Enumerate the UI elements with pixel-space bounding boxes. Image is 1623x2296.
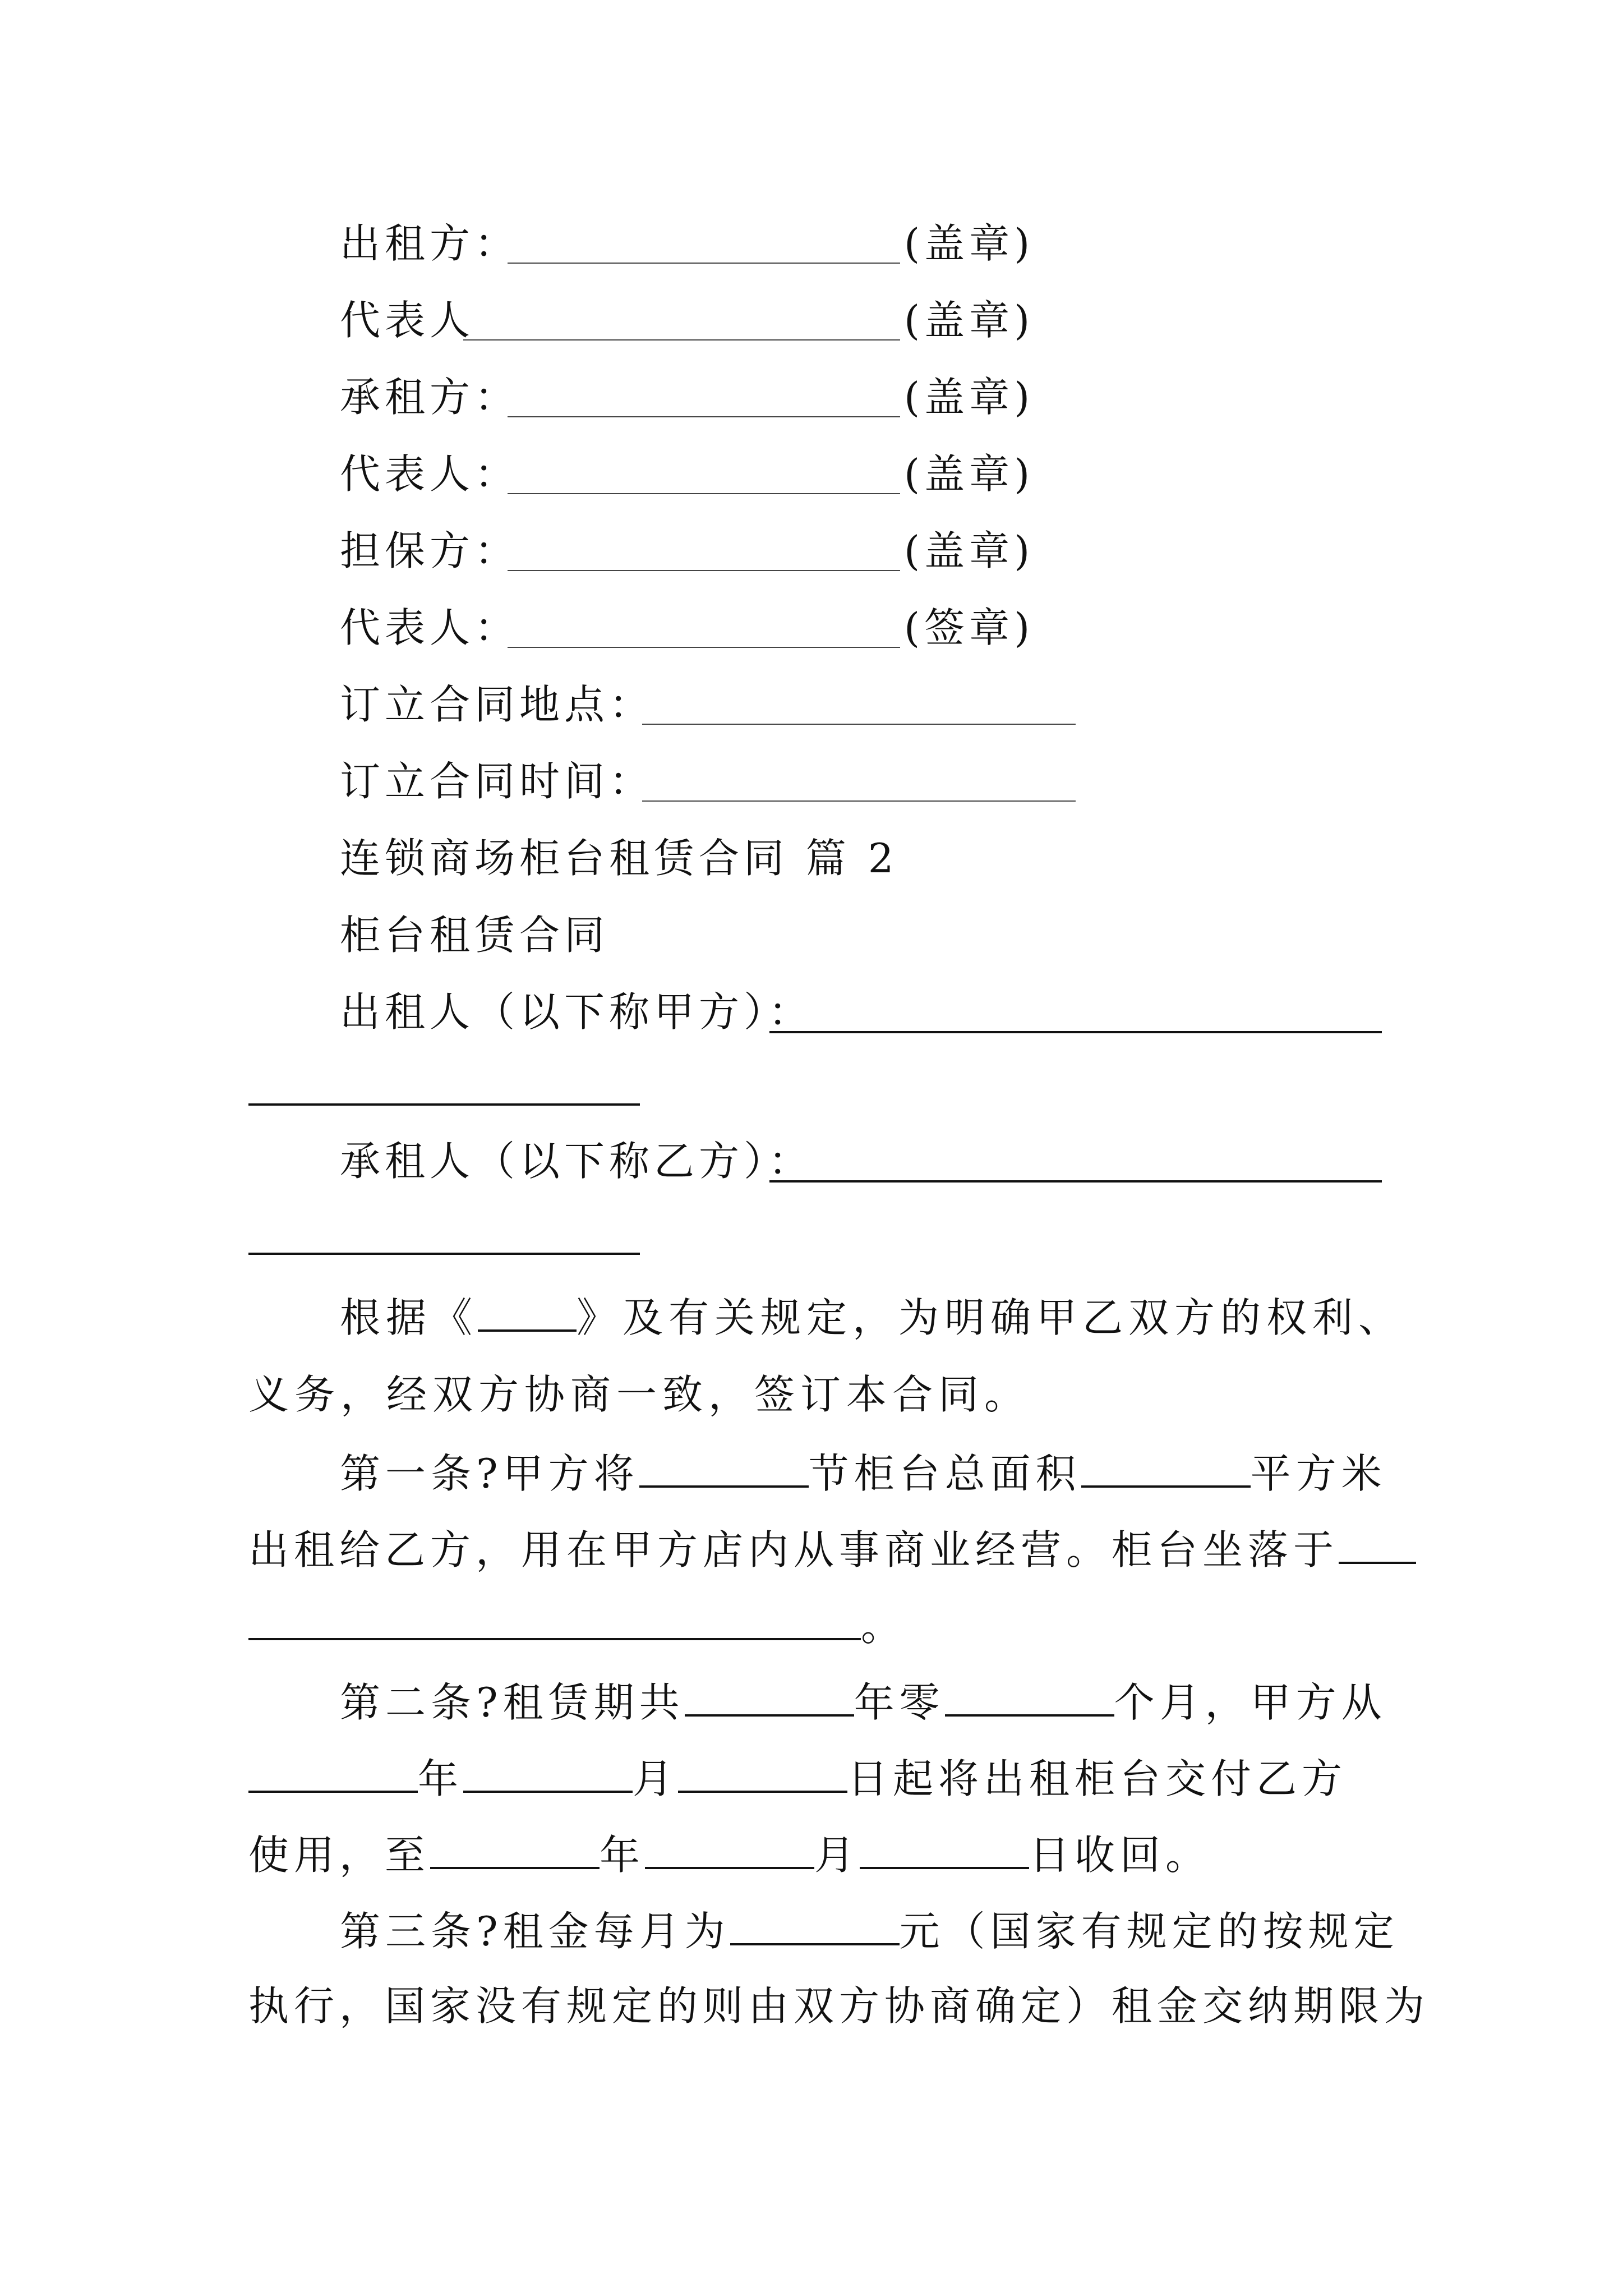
contract-time-label: 订立合同时间： <box>340 758 654 805</box>
article-2-line-2: 年 月 日起将出租柜台交付乙方 <box>248 1757 1347 1799</box>
counter-count-blank[interactable] <box>639 1452 809 1488</box>
lessee-party-blank[interactable] <box>769 1180 1382 1182</box>
contract-place-label: 订立合同地点： <box>340 681 654 728</box>
start-month-blank[interactable] <box>463 1757 633 1793</box>
contract-title: 柜台租赁合同 <box>340 912 610 959</box>
lessor-party-label: 出租人（以下称甲方）： <box>340 988 814 1036</box>
preamble-line-1-start: 根据《 》及有关规定，为明确甲乙双方的权利、 <box>340 1294 1405 1341</box>
lessee-signature-blank[interactable] <box>508 416 900 417</box>
lessor-representative-blank[interactable] <box>463 339 900 341</box>
end-month-blank[interactable] <box>645 1833 814 1869</box>
contract-place-blank[interactable] <box>642 724 1076 725</box>
preamble-line-2: 义务，经双方协商一致，签订本合同。 <box>248 1371 1031 1418</box>
guarantor-signature-blank[interactable] <box>508 570 900 571</box>
article-1-line-2: 出租给乙方，用在甲方店内从事商业经营。柜台坐落于 <box>248 1528 1416 1570</box>
lessee-party-blank-continued[interactable] <box>248 1253 640 1255</box>
lessor-seal-note: (盖章) <box>904 220 1035 267</box>
end-day-blank[interactable] <box>860 1833 1029 1869</box>
lessor-signature-blank[interactable] <box>508 263 900 264</box>
start-day-blank[interactable] <box>678 1757 847 1793</box>
article-2-line-3: 使用，至 年 月 日收回。 <box>248 1832 1211 1879</box>
lessee-seal-note: (盖章) <box>904 374 1035 421</box>
total-area-blank[interactable] <box>1081 1452 1251 1488</box>
lease-months-blank[interactable] <box>945 1681 1114 1717</box>
lessor-signature-label: 出租方： <box>340 220 520 267</box>
article-3-line-2: 执行，国家没有规定的则由双方协商确定）租金交纳期限为 <box>248 1982 1430 2030</box>
lessee-representative-blank[interactable] <box>508 493 900 494</box>
lessor-party-blank[interactable] <box>769 1031 1382 1033</box>
lessee-representative-label: 代表人： <box>340 450 520 498</box>
lessee-signature-label: 承租方： <box>340 374 520 421</box>
lessee-representative-seal-note: (盖章) <box>904 450 1035 498</box>
article-1-line-3: 。 <box>248 1604 901 1646</box>
guarantor-representative-blank[interactable] <box>508 647 900 648</box>
counter-location-blank[interactable] <box>1339 1528 1416 1564</box>
section-heading: 连锁商场柜台租赁合同 篇 2 <box>340 835 898 882</box>
lease-years-blank[interactable] <box>685 1681 854 1717</box>
guarantor-representative-seal-note: (签章) <box>904 604 1035 651</box>
contract-time-blank[interactable] <box>642 800 1076 802</box>
article-1-line-1: 第一条?甲方将 节柜台总面积 平方米 <box>340 1450 1387 1497</box>
lessor-representative-seal-note: (盖章) <box>904 297 1035 344</box>
law-name-blank[interactable] <box>478 1296 577 1332</box>
guarantor-representative-label: 代表人： <box>340 604 520 651</box>
end-year-blank[interactable] <box>430 1833 600 1869</box>
guarantor-seal-note: (盖章) <box>904 527 1035 574</box>
start-year-blank[interactable] <box>248 1757 418 1793</box>
lessee-party-label: 承租人（以下称乙方）： <box>340 1138 814 1185</box>
guarantor-signature-label: 担保方： <box>340 527 520 574</box>
counter-location-blank-continued[interactable] <box>248 1604 861 1640</box>
article-3-line-1: 第三条?租金每月为 元（国家有规定的按规定 <box>340 1908 1399 1955</box>
article-2-line-1: 第二条?租赁期共 年零 个月，甲方从 <box>340 1679 1387 1726</box>
monthly-rent-blank[interactable] <box>730 1910 900 1945</box>
lessor-representative-label: 代表人 <box>340 297 475 344</box>
lessor-party-blank-continued[interactable] <box>248 1103 640 1106</box>
